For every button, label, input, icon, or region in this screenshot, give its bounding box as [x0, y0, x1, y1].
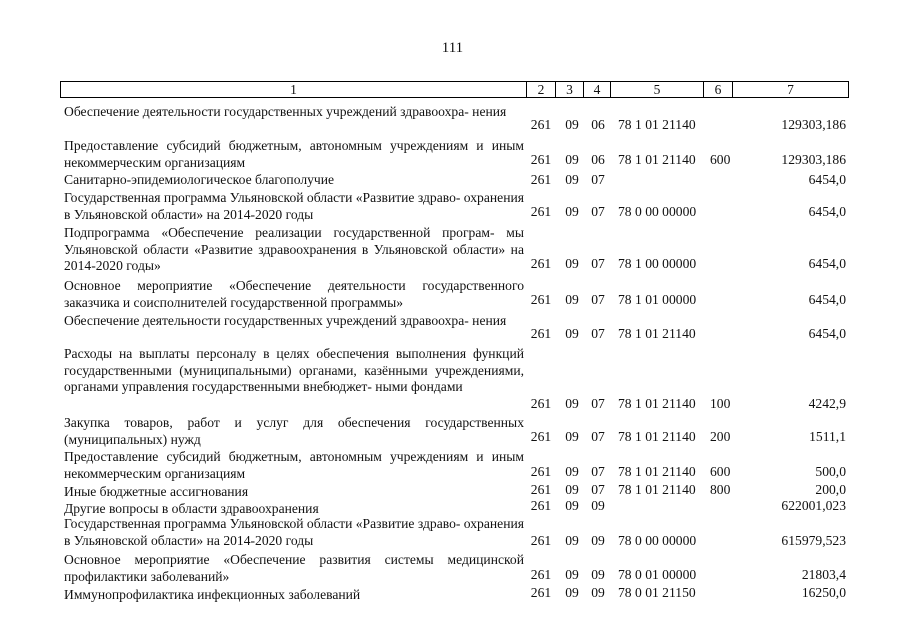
row-c4-cell: 07 — [591, 172, 605, 187]
row-c2-cell: 261 — [530, 117, 552, 132]
row-c2-cell: 261 — [530, 482, 552, 497]
row-name: Закупка товаров, работ и услуг для обеспечения государственных (муниципальных) нужд — [64, 415, 524, 447]
page-number: 111 — [441, 40, 464, 56]
row-name: Предоставление субсидий бюджетным, автономным учреждениям и иным некоммерческим организациям — [64, 449, 524, 481]
row-c4-cell: 09 — [591, 498, 605, 513]
row-c3-cell: 09 — [565, 396, 579, 411]
row-c3-cell: 09 — [565, 256, 579, 271]
row-name: Государственная программа Ульяновской области «Развитие здраво- охранения в Ульяновской области» на 2014-2020 годы — [64, 516, 524, 548]
row-c3-cell: 09 — [565, 567, 579, 582]
header-col-5: 5 — [611, 81, 704, 98]
row-c4-cell: 07 — [591, 396, 605, 411]
row-c4-cell: 09 — [591, 585, 605, 600]
header-col-2: 2 — [527, 81, 556, 98]
row-c7-cell: 6454,0 — [808, 256, 846, 271]
row-c3-cell: 09 — [565, 292, 579, 307]
row-c4-cell: 07 — [591, 429, 605, 444]
row-c3-cell: 09 — [565, 152, 579, 167]
row-c7-cell: 6454,0 — [808, 204, 846, 219]
row-c7-cell: 129303,186 — [781, 152, 846, 167]
row-c2-cell: 261 — [530, 326, 552, 341]
row-c7-cell: 16250,0 — [801, 585, 846, 600]
row-name: Подпрограмма «Обеспечение реализации государственной програм- мы Ульяновской области «Развитие здравоохранения в Ульяновской области» на 2014-2020 годы» — [64, 225, 524, 274]
row-c7-cell: 6454,0 — [808, 172, 846, 187]
row-c5-cell: 78 1 01 21140 — [618, 482, 696, 497]
row-c7-cell: 500,0 — [815, 464, 846, 479]
row-c4-cell: 07 — [591, 292, 605, 307]
row-name: Основное мероприятие «Обеспечение развития системы медицинской профилактики заболеваний» — [64, 552, 524, 584]
row-c7-cell: 622001,023 — [781, 498, 846, 513]
row-c3-cell: 09 — [565, 172, 579, 187]
row-c5-cell: 78 1 01 21140 — [618, 429, 696, 444]
row-c5-cell: 78 0 01 00000 — [618, 567, 697, 582]
row-c3-cell: 09 — [565, 204, 579, 219]
row-c2-cell: 261 — [530, 204, 552, 219]
row-c3-cell: 09 — [565, 482, 579, 497]
row-c2-cell: 261 — [530, 498, 552, 513]
row-c7-cell: 6454,0 — [808, 326, 846, 341]
row-c3-cell: 09 — [565, 464, 579, 479]
row-c5-cell: 78 1 01 21140 — [618, 152, 696, 167]
row-c5-cell: 78 1 00 00000 — [618, 256, 697, 271]
row-c6-cell: 600 — [710, 464, 731, 479]
row-c7-cell: 615979,523 — [781, 533, 846, 548]
row-c2-cell: 261 — [530, 396, 552, 411]
row-c3-cell: 09 — [565, 585, 579, 600]
row-c3-cell: 09 — [565, 326, 579, 341]
row-c5-cell: 78 1 01 21140 — [618, 326, 696, 341]
row-c2-cell: 261 — [530, 533, 552, 548]
row-name: Обеспечение деятельности государственных учреждений здравоохра- нения — [64, 104, 507, 119]
row-c3-cell: 09 — [565, 498, 579, 513]
row-c7-cell: 6454,0 — [808, 292, 846, 307]
row-c2-cell: 261 — [530, 256, 552, 271]
row-c2-cell: 261 — [530, 585, 552, 600]
row-c5-cell: 78 1 01 21140 — [618, 396, 696, 411]
row-c7-cell: 1511,1 — [809, 429, 846, 444]
row-c6-cell: 100 — [710, 396, 731, 411]
row-c5-cell: 78 1 01 21140 — [618, 117, 696, 132]
row-c3-cell: 09 — [565, 533, 579, 548]
row-name: Иммунопрофилактика инфекционных заболеваний — [64, 587, 361, 602]
row-c6-cell: 200 — [710, 429, 731, 444]
row-c7-cell: 4242,9 — [808, 396, 846, 411]
row-name: Государственная программа Ульяновской области «Развитие здраво- охранения в Ульяновской области» на 2014-2020 годы — [64, 190, 524, 222]
row-c6-cell: 600 — [710, 152, 731, 167]
row-c4-cell: 07 — [591, 204, 605, 219]
row-c4-cell: 07 — [591, 256, 605, 271]
row-c5-cell: 78 0 00 00000 — [618, 204, 697, 219]
row-name: Обеспечение деятельности государственных учреждений здравоохра- нения — [64, 313, 507, 328]
row-c2-cell: 261 — [530, 567, 552, 582]
row-c4-cell: 07 — [591, 482, 605, 497]
row-c3-cell: 09 — [565, 117, 579, 132]
row-name: Основное мероприятие «Обеспечение деятельности государственного заказчика и соисполнителей государственной программы» — [64, 278, 524, 310]
row-c4-cell: 09 — [591, 533, 605, 548]
row-name: Другие вопросы в области здравоохранения — [64, 501, 319, 516]
row-c2-cell: 261 — [530, 152, 552, 167]
row-c7-cell: 200,0 — [815, 482, 846, 497]
row-c4-cell: 06 — [591, 117, 605, 132]
row-name: Санитарно-эпидемиологическое благополучие — [64, 172, 335, 187]
row-c3-cell: 09 — [565, 429, 579, 444]
row-c6-cell: 800 — [710, 482, 731, 497]
header-col-4: 4 — [584, 81, 611, 98]
row-c2-cell: 261 — [530, 464, 552, 479]
row-c4-cell: 07 — [591, 326, 605, 341]
row-name: Иные бюджетные ассигнования — [64, 484, 249, 499]
row-c4-cell: 06 — [591, 152, 605, 167]
row-c5-cell: 78 1 01 00000 — [618, 292, 697, 307]
header-col-1: 1 — [60, 81, 527, 98]
row-c7-cell: 21803,4 — [801, 567, 846, 582]
row-c2-cell: 261 — [530, 292, 552, 307]
row-c5-cell: 78 0 00 00000 — [618, 533, 697, 548]
header-col-7: 7 — [733, 81, 849, 98]
row-name: Предоставление субсидий бюджетным, автономным учреждениям и иным некоммерческим организациям — [64, 138, 524, 170]
row-c5-cell: 78 1 01 21140 — [618, 464, 696, 479]
row-name: Расходы на выплаты персоналу в целях обеспечения выполнения функций государственными (муниципальными) органами, казёнными учреждениями, органами управления государственными внебюджет- ными фондами — [64, 346, 524, 395]
row-c7-cell: 129303,186 — [781, 117, 846, 132]
row-c2-cell: 261 — [530, 172, 552, 187]
header-col-6: 6 — [704, 81, 733, 98]
row-c2-cell: 261 — [530, 429, 552, 444]
row-c4-cell: 07 — [591, 464, 605, 479]
row-c5-cell: 78 0 01 21150 — [618, 585, 696, 600]
header-col-3: 3 — [556, 81, 584, 98]
row-c4-cell: 09 — [591, 567, 605, 582]
